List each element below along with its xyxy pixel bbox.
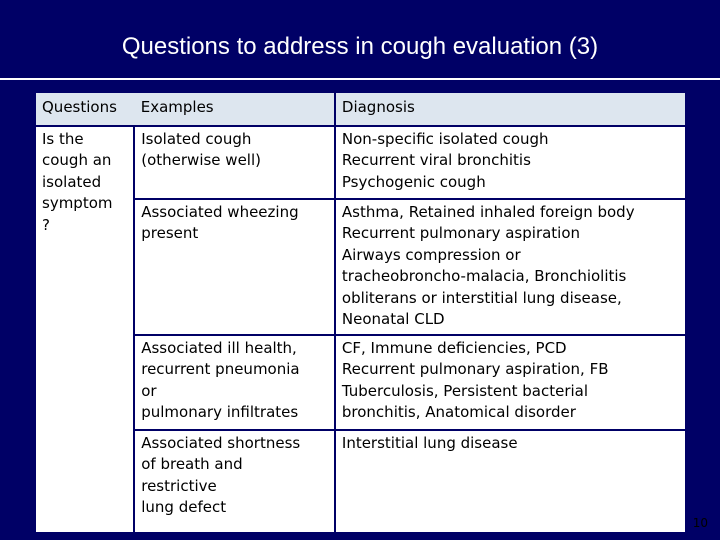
header-questions: Questions <box>36 93 134 126</box>
question-line: cough an <box>42 151 112 169</box>
example-line: Associated shortness <box>141 433 301 452</box>
example-line: recurrent pneumonia <box>141 360 300 378</box>
example-line: present <box>141 224 199 242</box>
title-divider <box>0 78 720 80</box>
table-row <box>36 335 685 430</box>
example-line: Associated wheezing <box>141 202 299 221</box>
header-examples: Examples <box>134 93 335 126</box>
table-row <box>36 199 685 335</box>
diagnosis-cell <box>335 126 685 199</box>
diagnosis-line: Psychogenic cough <box>341 172 486 191</box>
diagnosis-line: Airways compression or <box>341 245 521 264</box>
question-line: ? <box>42 215 50 234</box>
example-line: restrictive <box>141 476 217 495</box>
diagnosis-line: Asthma, Retained inhaled foreign body <box>341 202 635 221</box>
example-line: Isolated cough <box>141 129 252 148</box>
diagnosis-cell <box>335 430 685 532</box>
diagnosis-line: Recurrent pulmonary aspiration <box>341 224 581 242</box>
diagnosis-cell <box>335 199 685 335</box>
diagnosis-line: bronchitis, Anatomical disorder <box>341 403 576 421</box>
cough-evaluation-table <box>36 93 685 532</box>
example-cell <box>134 430 335 532</box>
example-line: (otherwise well) <box>141 151 261 169</box>
table-row <box>36 430 685 532</box>
diagnosis-line: tracheobroncho-malacia, Bronchiolitis <box>341 267 627 285</box>
diagnosis-line: Recurrent viral bronchitis <box>341 151 531 169</box>
diagnosis-cell <box>335 335 685 430</box>
diagnosis-line: Recurrent pulmonary aspiration, FB <box>341 360 609 378</box>
example-cell <box>134 126 335 199</box>
question-line: symptom <box>42 194 113 212</box>
page-number: 10 <box>692 516 708 530</box>
question-line: Is the <box>42 129 84 148</box>
table-row <box>36 126 685 199</box>
header-diagnosis: Diagnosis <box>335 93 685 126</box>
diagnosis-line: Neonatal CLD <box>341 310 445 328</box>
example-line: or <box>141 381 157 400</box>
diagnosis-line: obliterans or interstitial lung disease, <box>341 288 622 307</box>
slide-title: Questions to address in cough evaluation (3) <box>121 33 599 60</box>
example-line: pulmonary infiltrates <box>141 403 299 421</box>
example-cell <box>134 335 335 430</box>
diagnosis-line: Tuberculosis, Persistent bacterial <box>341 381 589 400</box>
diagnosis-line: Interstitial lung disease <box>341 433 518 452</box>
example-cell <box>134 199 335 335</box>
question-line: isolated <box>42 172 102 191</box>
diagnosis-line: Non-specific isolated cough <box>341 129 549 148</box>
example-line: Associated ill health, <box>141 338 297 357</box>
example-line: of breath and <box>141 455 243 473</box>
table-header-row <box>36 93 685 126</box>
question-cell <box>36 126 134 532</box>
example-line: lung defect <box>141 498 227 516</box>
diagnosis-line: CF, Immune deficiencies, PCD <box>341 338 567 357</box>
